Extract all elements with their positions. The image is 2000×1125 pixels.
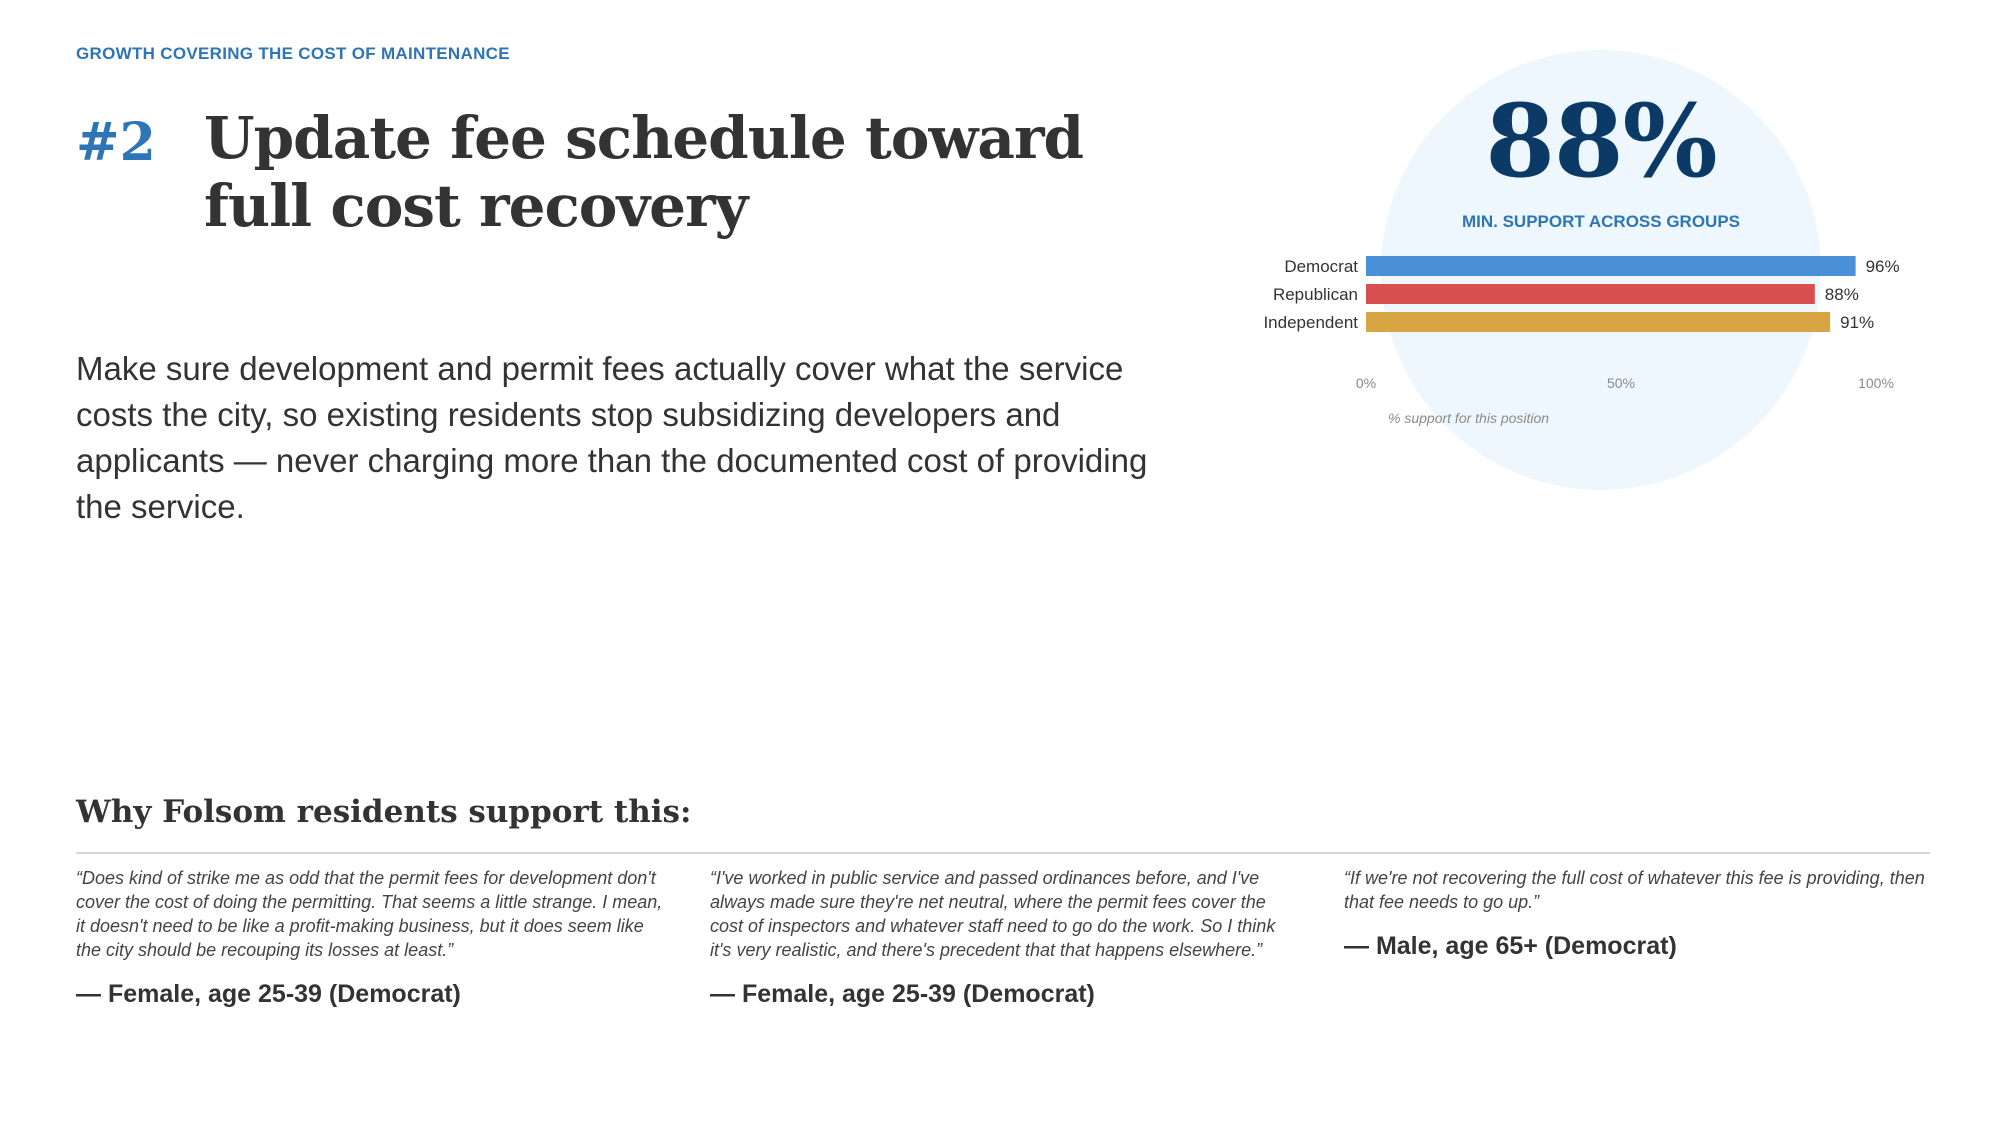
- quote-text: “I've worked in public service and passed ordinances before, and I've always made sure they're net neutral, where the permit fees cover the cost of inspectors and whatever staff need to go do the work. So I think it's very realistic, and there's precedent that that happens elsewhere.”: [710, 868, 1276, 960]
- category-label: Republican: [1272, 285, 1358, 304]
- quote-text: “If we're not recovering the full cost of whatever this fee is providing, then that fee needs to go up.”: [1344, 868, 1925, 912]
- quote-card: [710, 866, 1300, 1009]
- divider: [76, 852, 1930, 854]
- page-title: Update fee schedule toward full cost recovery: [204, 104, 1084, 240]
- bar: [1366, 312, 1830, 332]
- section-eyebrow: GROWTH COVERING THE COST OF MAINTENANCE: [76, 44, 510, 63]
- category-label: Independent: [1263, 313, 1358, 332]
- bar: [1366, 284, 1815, 304]
- x-tick-label: 0%: [1355, 375, 1377, 391]
- quote-card: [76, 866, 666, 1009]
- value-label: 91%: [1840, 313, 1875, 332]
- value-label: 88%: [1824, 285, 1859, 304]
- category-label: Democrat: [1284, 257, 1358, 276]
- rank-number: #2: [76, 112, 156, 173]
- x-tick-label: 100%: [1858, 375, 1894, 391]
- chart-caption: % support for this position: [1388, 410, 1550, 426]
- min-support-value: 88%: [1485, 82, 1717, 200]
- quote-attribution: — Female, age 25-39 (Democrat): [76, 980, 461, 1008]
- x-tick-label: 50%: [1606, 375, 1636, 391]
- description: Make sure development and permit fees actually cover what the service costs the city, so existing residents stop subsidizing developers and applicants — never charging more than the documented cost of providing the service.: [76, 350, 1148, 525]
- quote-text: “Does kind of strike me as odd that the permit fees for development don't cover the cost of doing the permitting. That seems a little strange. I mean, it doesn't need to be like a profit-making business, but it does seem like the city should be recouping its losses at least.”: [76, 868, 663, 960]
- support-bar-chart: [0, 0, 2000, 460]
- quote-attribution: — Female, age 25-39 (Democrat): [710, 980, 1095, 1008]
- why-heading: Why Folsom residents support this:: [76, 794, 692, 830]
- quote-card: [1344, 866, 1934, 961]
- bar: [1366, 256, 1856, 276]
- value-label: 96%: [1865, 257, 1900, 276]
- min-support-label: MIN. SUPPORT ACROSS GROUPS: [1461, 212, 1740, 231]
- quote-attribution: — Male, age 65+ (Democrat): [1344, 932, 1677, 960]
